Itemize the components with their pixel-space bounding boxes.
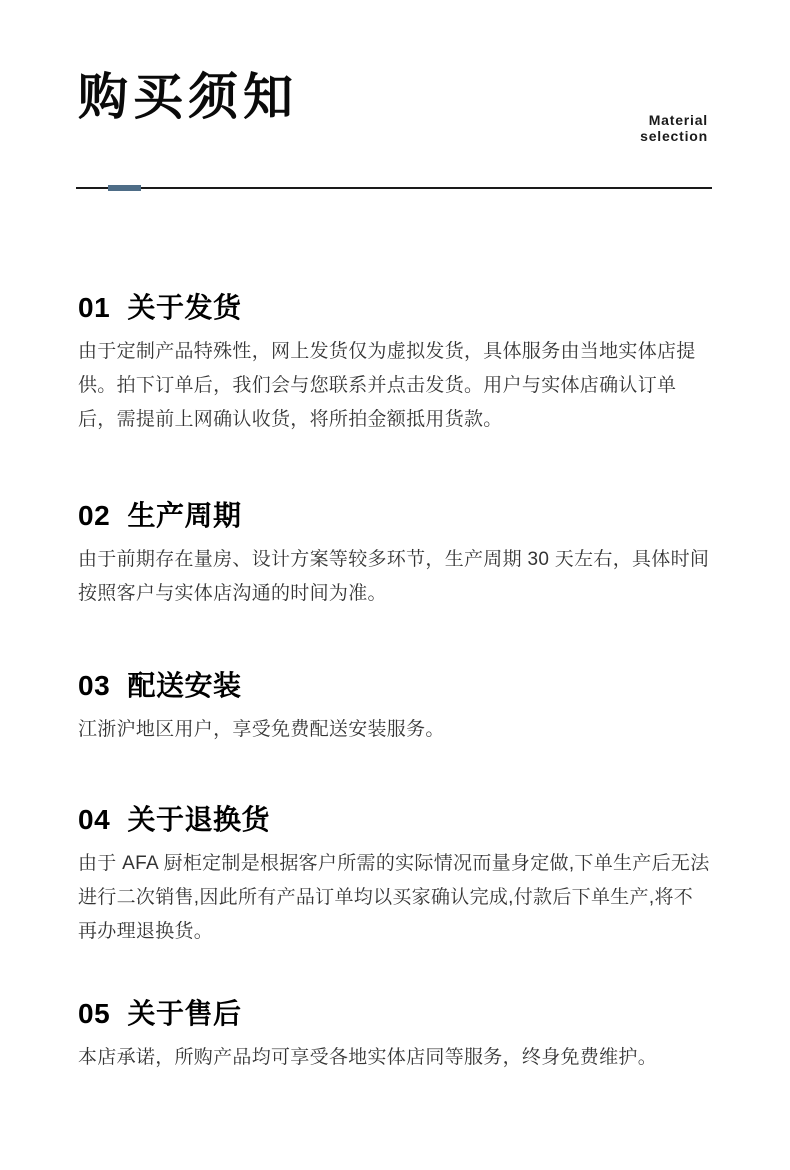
section-returns (78, 803, 712, 949)
section-delivery-install-heading (78, 669, 712, 703)
section-title: 配送安装 (127, 670, 242, 701)
header-divider (76, 187, 712, 189)
section-delivery-install (78, 669, 712, 747)
section-production-cycle (78, 499, 712, 611)
section-after-sales-body: 本店承诺，所购产品均可享受各地实体店同等服务，终身免费维护。 (78, 1047, 658, 1068)
section-after-sales-heading (78, 997, 712, 1031)
page-header (78, 0, 712, 144)
section-shipping-body: 由于定制产品特殊性，网上发货仅为虚拟发货，具体服务由当地实体店提供。拍下订单后，我们会与您联系并点击发货。用户与实体店确认订单后，需提前上网确认收货，将所拍金额抵用货款。 (78, 341, 696, 430)
divider-accent-mark (108, 185, 141, 191)
section-returns-body: 由于 AFA 厨柜定制是根据客户所需的实际情况而量身定做,下单生产后无法进行二次销售,因此所有产品订单均以买家确认完成,付款后下单生产,将不再办理退换货。 (78, 853, 710, 942)
section-shipping (78, 291, 712, 437)
subtitle-line1: Material (648, 112, 708, 128)
section-title: 关于退换货 (127, 804, 270, 835)
section-number: 04 (78, 804, 111, 835)
subtitle-line2: selection (640, 128, 708, 144)
section-production-cycle-body: 由于前期存在量房、设计方案等较多环节，生产周期 30 天左右，具体时间按照客户与实体店沟通的时间为准。 (78, 549, 710, 604)
section-delivery-install-body: 江浙沪地区用户，享受免费配送安装服务。 (78, 719, 445, 740)
section-number: 01 (78, 292, 111, 323)
page-title: 购买须知 (78, 69, 298, 125)
section-number: 05 (78, 998, 111, 1029)
section-title: 生产周期 (127, 500, 242, 531)
section-shipping-heading (78, 291, 712, 325)
section-returns-heading (78, 803, 712, 837)
section-number: 03 (78, 670, 111, 701)
section-title: 关于发货 (127, 292, 242, 323)
section-after-sales (78, 997, 712, 1075)
section-production-cycle-heading (78, 499, 712, 533)
section-number: 02 (78, 500, 111, 531)
subtitle-material-selection (640, 112, 708, 144)
section-title: 关于售后 (127, 998, 242, 1029)
